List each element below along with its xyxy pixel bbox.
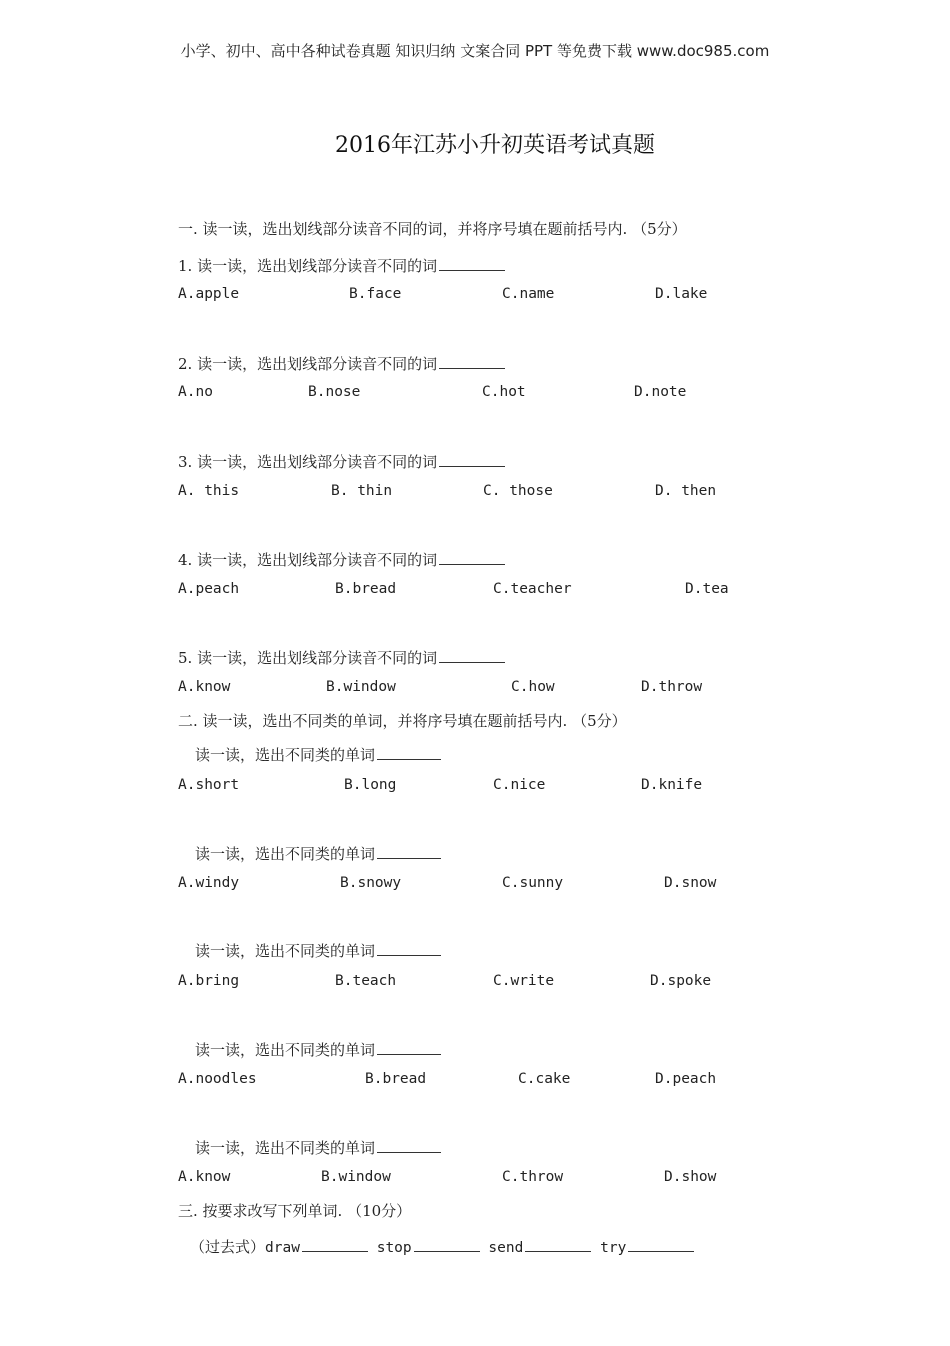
option-b: B.face [349, 286, 402, 302]
option-a: A.know [178, 1169, 231, 1185]
option-c: C. those [483, 483, 553, 499]
question-stem: 读一读，选出不同类的单词 [195, 1137, 441, 1158]
option-b: B.window [326, 679, 396, 695]
option-c: C.how [511, 679, 555, 695]
option-a: A.bring [178, 973, 240, 989]
option-c: C.write [493, 973, 555, 989]
answer-blank[interactable] [414, 1237, 480, 1252]
answer-blank[interactable] [439, 256, 505, 271]
question-stem: 读一读，选出不同类的单词 [195, 744, 441, 765]
answer-blank[interactable] [377, 1138, 441, 1153]
option-b: B.snowy [340, 875, 402, 891]
past-tense-label: （过去式） [190, 1238, 266, 1256]
answer-blank[interactable] [439, 452, 505, 467]
section-1-heading: 一. 读一读，选出划线部分读音不同的词，并将序号填在题前括号内. （5分） [178, 220, 687, 238]
page-title: 2016年江苏小升初英语考试真题 [335, 133, 655, 158]
option-b: B.teach [335, 973, 397, 989]
option-b: B.bread [335, 581, 397, 597]
option-c: C.name [502, 286, 555, 302]
option-a: A.peach [178, 581, 240, 597]
option-d: D.show [664, 1169, 717, 1185]
option-a: A. this [178, 483, 240, 499]
answer-blank[interactable] [439, 550, 505, 565]
option-d: D.throw [641, 679, 703, 695]
option-c: C.nice [493, 777, 546, 793]
option-a: A.apple [178, 286, 240, 302]
option-a: A.no [178, 384, 213, 400]
answer-blank[interactable] [377, 1040, 441, 1055]
option-d: D. then [655, 483, 717, 499]
answer-blank[interactable] [628, 1237, 694, 1252]
site-banner: 小学、初中、高中各种试卷真题 知识归纳 文案合同 PPT 等免费下载 www.doc985.com [180, 42, 770, 60]
option-b: B.long [344, 777, 397, 793]
question-stem: 读一读，选出不同类的单词 [195, 1039, 441, 1060]
past-tense-row [190, 1236, 694, 1257]
word-try: try [600, 1240, 627, 1256]
option-c: C.throw [502, 1169, 564, 1185]
option-d: D.spoke [650, 973, 712, 989]
answer-blank[interactable] [377, 844, 441, 859]
option-b: B.nose [308, 384, 361, 400]
option-b: B.window [321, 1169, 391, 1185]
option-a: A.know [178, 679, 231, 695]
question-stem: 2. 读一读，选出划线部分读音不同的词 [178, 353, 505, 374]
option-d: D.snow [664, 875, 717, 891]
word-draw: draw [265, 1240, 300, 1256]
option-a: A.short [178, 777, 240, 793]
option-d: D.knife [641, 777, 703, 793]
option-d: D.peach [655, 1071, 717, 1087]
answer-blank[interactable] [377, 745, 441, 760]
answer-blank[interactable] [439, 354, 505, 369]
question-stem: 5. 读一读，选出划线部分读音不同的词 [178, 647, 505, 668]
option-b: B. thin [331, 483, 393, 499]
option-a: A.windy [178, 875, 240, 891]
option-d: D.note [634, 384, 687, 400]
word-stop: stop [376, 1240, 412, 1256]
section-3-heading: 三. 按要求改写下列单词. （10分） [178, 1202, 412, 1220]
option-b: B.bread [365, 1071, 427, 1087]
section-2-heading: 二. 读一读，选出不同类的单词，并将序号填在题前括号内. （5分） [178, 712, 627, 730]
option-c: C.hot [482, 384, 526, 400]
question-stem: 1. 读一读，选出划线部分读音不同的词 [178, 255, 505, 276]
answer-blank[interactable] [525, 1237, 591, 1252]
answer-blank[interactable] [302, 1237, 368, 1252]
answer-blank[interactable] [439, 648, 505, 663]
option-c: C.teacher [493, 581, 572, 597]
question-stem: 读一读，选出不同类的单词 [195, 843, 441, 864]
question-stem: 读一读，选出不同类的单词 [195, 940, 441, 961]
option-c: C.cake [518, 1071, 571, 1087]
question-stem: 4. 读一读，选出划线部分读音不同的词 [178, 549, 505, 570]
option-d: D.tea [685, 581, 729, 597]
word-send: send [488, 1240, 524, 1256]
option-c: C.sunny [502, 875, 564, 891]
question-stem: 3. 读一读，选出划线部分读音不同的词 [178, 451, 505, 472]
answer-blank[interactable] [377, 941, 441, 956]
option-a: A.noodles [178, 1071, 257, 1087]
option-d: D.lake [655, 286, 708, 302]
